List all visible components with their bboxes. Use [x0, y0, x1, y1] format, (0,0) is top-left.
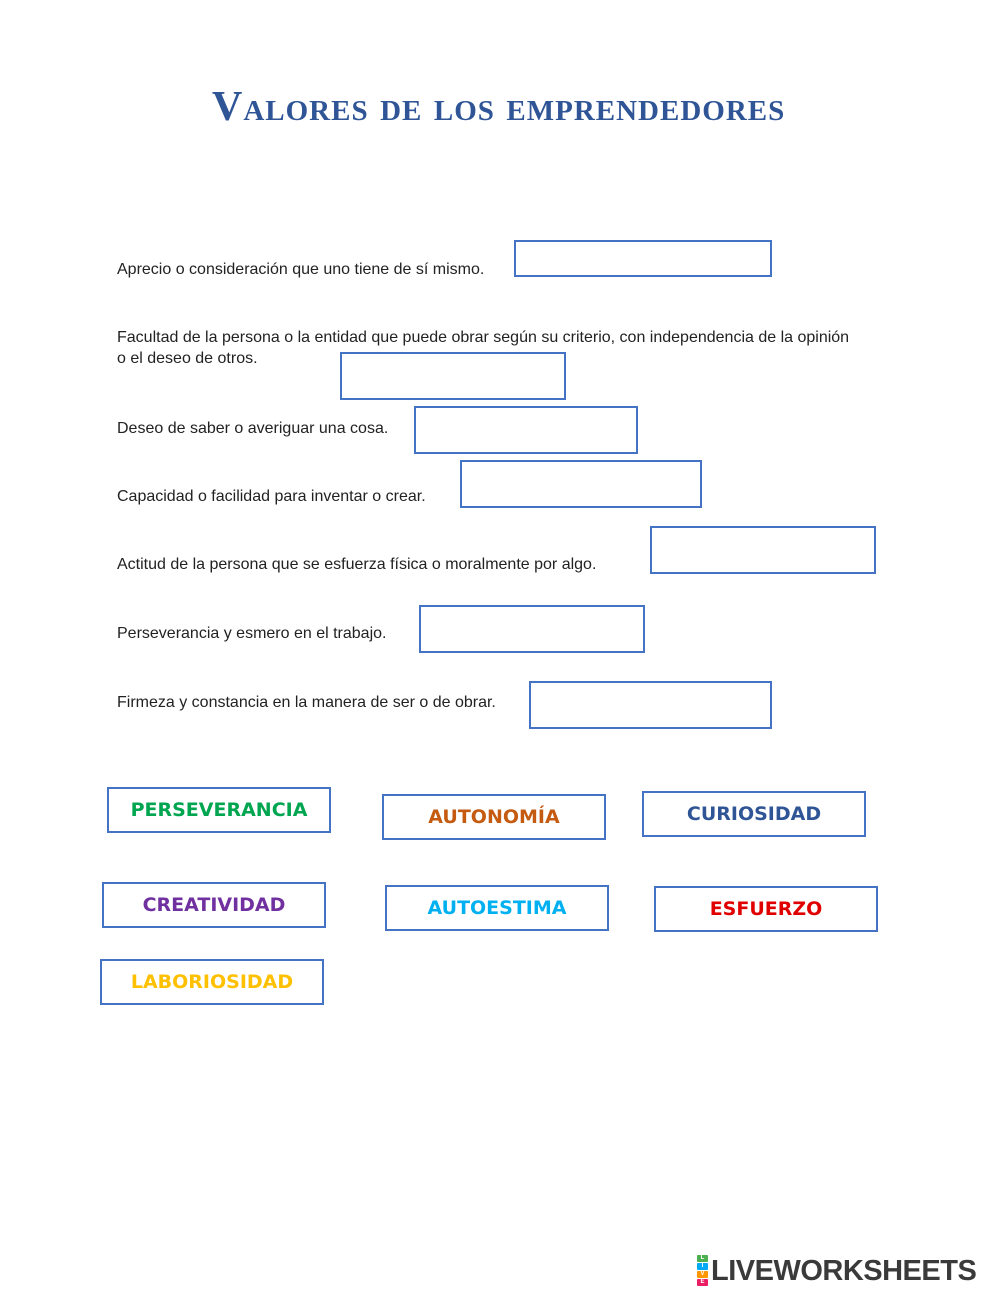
word-tile-label: CURIOSIDAD: [686, 803, 822, 825]
page-title: Valores de los emprendedores: [212, 84, 786, 130]
word-tile-label: AUTOESTIMA: [427, 897, 567, 919]
word-tile-curiosidad[interactable]: [642, 791, 866, 837]
question-7-text: Firmeza y constancia en la manera de ser o de obrar.: [117, 694, 496, 711]
answer-box-7[interactable]: [529, 681, 772, 729]
word-tile-creatividad[interactable]: [102, 882, 326, 928]
logo-letter-e: E: [697, 1279, 708, 1286]
question-1-text: Aprecio o consideración que uno tiene de sí mismo.: [117, 261, 485, 278]
word-tile-autonomia[interactable]: [382, 794, 606, 840]
logo-letter-i: I: [697, 1263, 708, 1270]
liveworksheets-logo-icon: [697, 1255, 708, 1286]
answer-box-1[interactable]: [514, 240, 772, 277]
answer-box-3[interactable]: [414, 406, 638, 454]
question-5-text: Actitud de la persona que se esfuerza física o moralmente por algo.: [117, 556, 597, 573]
word-tile-perseverancia[interactable]: [107, 787, 331, 833]
word-tile-label: LABORIOSIDAD: [130, 971, 294, 993]
word-tile-label: CREATIVIDAD: [142, 894, 286, 916]
word-tile-laboriosidad[interactable]: [100, 959, 324, 1005]
answer-box-4[interactable]: [460, 460, 702, 508]
brand-name: LIVEWORKSHEETS: [711, 1254, 977, 1287]
word-tile-label: ESFUERZO: [709, 898, 823, 920]
question-3-text: Deseo de saber o averiguar una cosa.: [117, 420, 389, 437]
logo-letter-l: L: [697, 1255, 708, 1262]
word-tile-label: AUTONOMÍA: [428, 806, 560, 828]
liveworksheets-brand: [697, 1255, 976, 1286]
question-6-text: Perseverancia y esmero en el trabajo.: [117, 625, 387, 642]
word-tile-esfuerzo[interactable]: [654, 886, 878, 932]
word-tile-label: PERSEVERANCIA: [130, 799, 308, 821]
question-2-text: Facultad de la persona o la entidad que puede obrar según su criterio, con independencia de la opinión o el deseo de otros.: [117, 329, 850, 367]
word-tile-autoestima[interactable]: [385, 885, 609, 931]
logo-letter-v: V: [697, 1271, 708, 1278]
answer-box-2[interactable]: [340, 352, 566, 400]
answer-box-6[interactable]: [419, 605, 645, 653]
answer-box-5[interactable]: [650, 526, 876, 574]
question-4-text: Capacidad o facilidad para inventar o crear.: [117, 488, 426, 505]
